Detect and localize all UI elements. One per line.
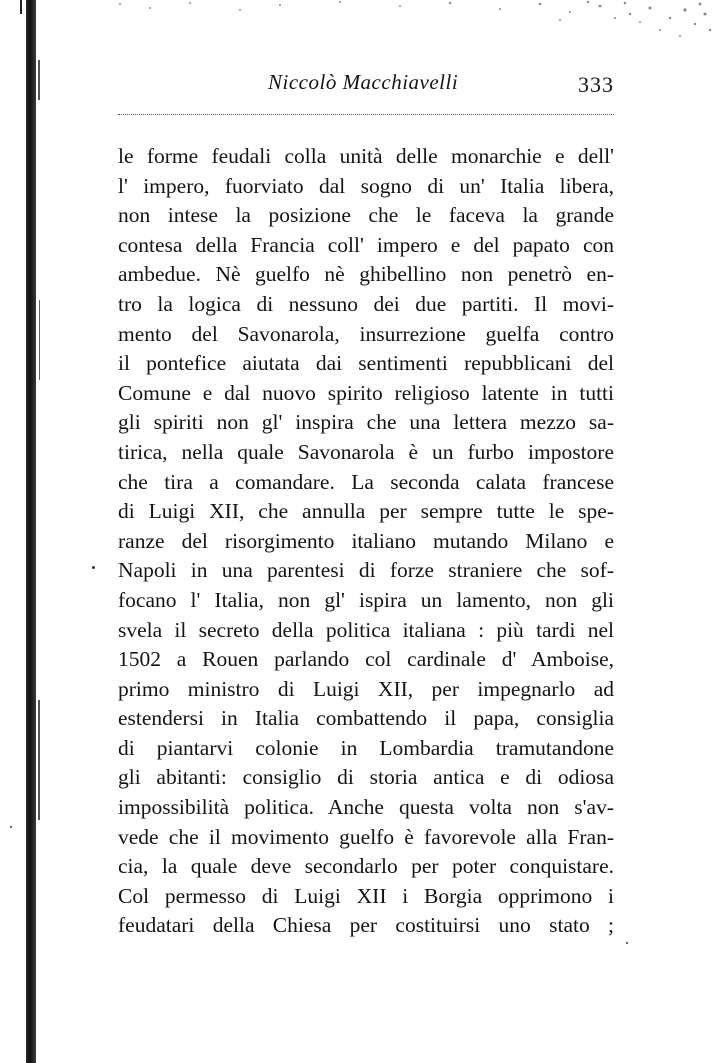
text-line: ranze del risorgimento italiano mutando Milano e (118, 528, 614, 553)
text-line: 1502 a Rouen parlando col cardinale d' Amboise, (118, 647, 614, 672)
spine-dark-band (26, 0, 36, 1063)
header-rule (118, 114, 614, 115)
text-line: le forme feudali colla unità delle monarchie e dell' (118, 144, 614, 168)
scan-speck (626, 942, 628, 944)
text-line: Col permesso di Luigi XII i Borgia opprimono i (118, 883, 614, 908)
body-text (118, 142, 614, 941)
text-line: ambedue. Nè guelfo nè ghibellino non penetrò en- (118, 262, 614, 287)
spine-speck (39, 300, 40, 380)
page-number: 333 (578, 72, 614, 97)
text-line: tro la logica di nessuno dei due partiti. Il movi- (118, 291, 614, 316)
text-line: cia, la quale deve secondarlo per poter conquistare. (118, 854, 614, 879)
scan-speck (10, 826, 12, 828)
text-line: di Luigi XII, che annulla per sempre tutte le spe- (118, 499, 614, 524)
spine-speck (20, 0, 22, 14)
text-line: impossibilità politica. Anche questa volta non s'av- (118, 795, 614, 820)
text-line: il pontefice aiutata dai sentimenti repubblicani del (118, 351, 614, 376)
text-line: feudatari della Chiesa per costituirsi uno stato ; (118, 913, 614, 938)
text-line: vede che il movimento guelfo è favorevole alla Fran- (118, 824, 614, 849)
text-line: gli abitanti: consiglio di storia antica e di odiosa (118, 765, 614, 790)
text-line: di piantarvi colonie in Lombardia tramutandone (118, 735, 614, 760)
text-line: Napoli in una parentesi di forze straniere che sof- (118, 558, 614, 583)
text-line: focano l' Italia, non gl' ispira un lamento, non gli (118, 587, 614, 612)
text-line: che tira a comandare. La seconda calata francese (118, 469, 614, 494)
scan-speck (92, 566, 95, 569)
text-line: Comune e dal nuovo spirito religioso latente in tutti (118, 380, 614, 405)
text-line: tirica, nella quale Savonarola è un furbo impostore (118, 439, 614, 464)
text-line: non intese la posizione che le faceva la grande (118, 203, 614, 228)
scan-noise-top (40, 0, 718, 40)
text-line: contesa della Francia coll' impero e del papato con (118, 232, 614, 257)
running-head (118, 70, 614, 104)
spine-speck (38, 60, 40, 100)
running-head-author: Niccolò Macchiavelli (268, 70, 459, 94)
text-line: l' impero, fuorviato dal sogno di un' Italia libera, (118, 173, 614, 198)
text-line: gli spiriti non gl' inspira che una lettera mezzo sa- (118, 410, 614, 435)
text-line: mento del Savonarola, insurrezione guelfa contro (118, 321, 614, 346)
text-line: estendersi in Italia combattendo il papa, consiglia (118, 706, 614, 731)
book-spine-shadow (0, 0, 40, 1063)
text-line: primo ministro di Luigi XII, per impegnarlo ad (118, 676, 614, 701)
spine-speck (38, 700, 40, 820)
text-line: svela il secreto della politica italiana : più tardi nel (118, 617, 614, 642)
